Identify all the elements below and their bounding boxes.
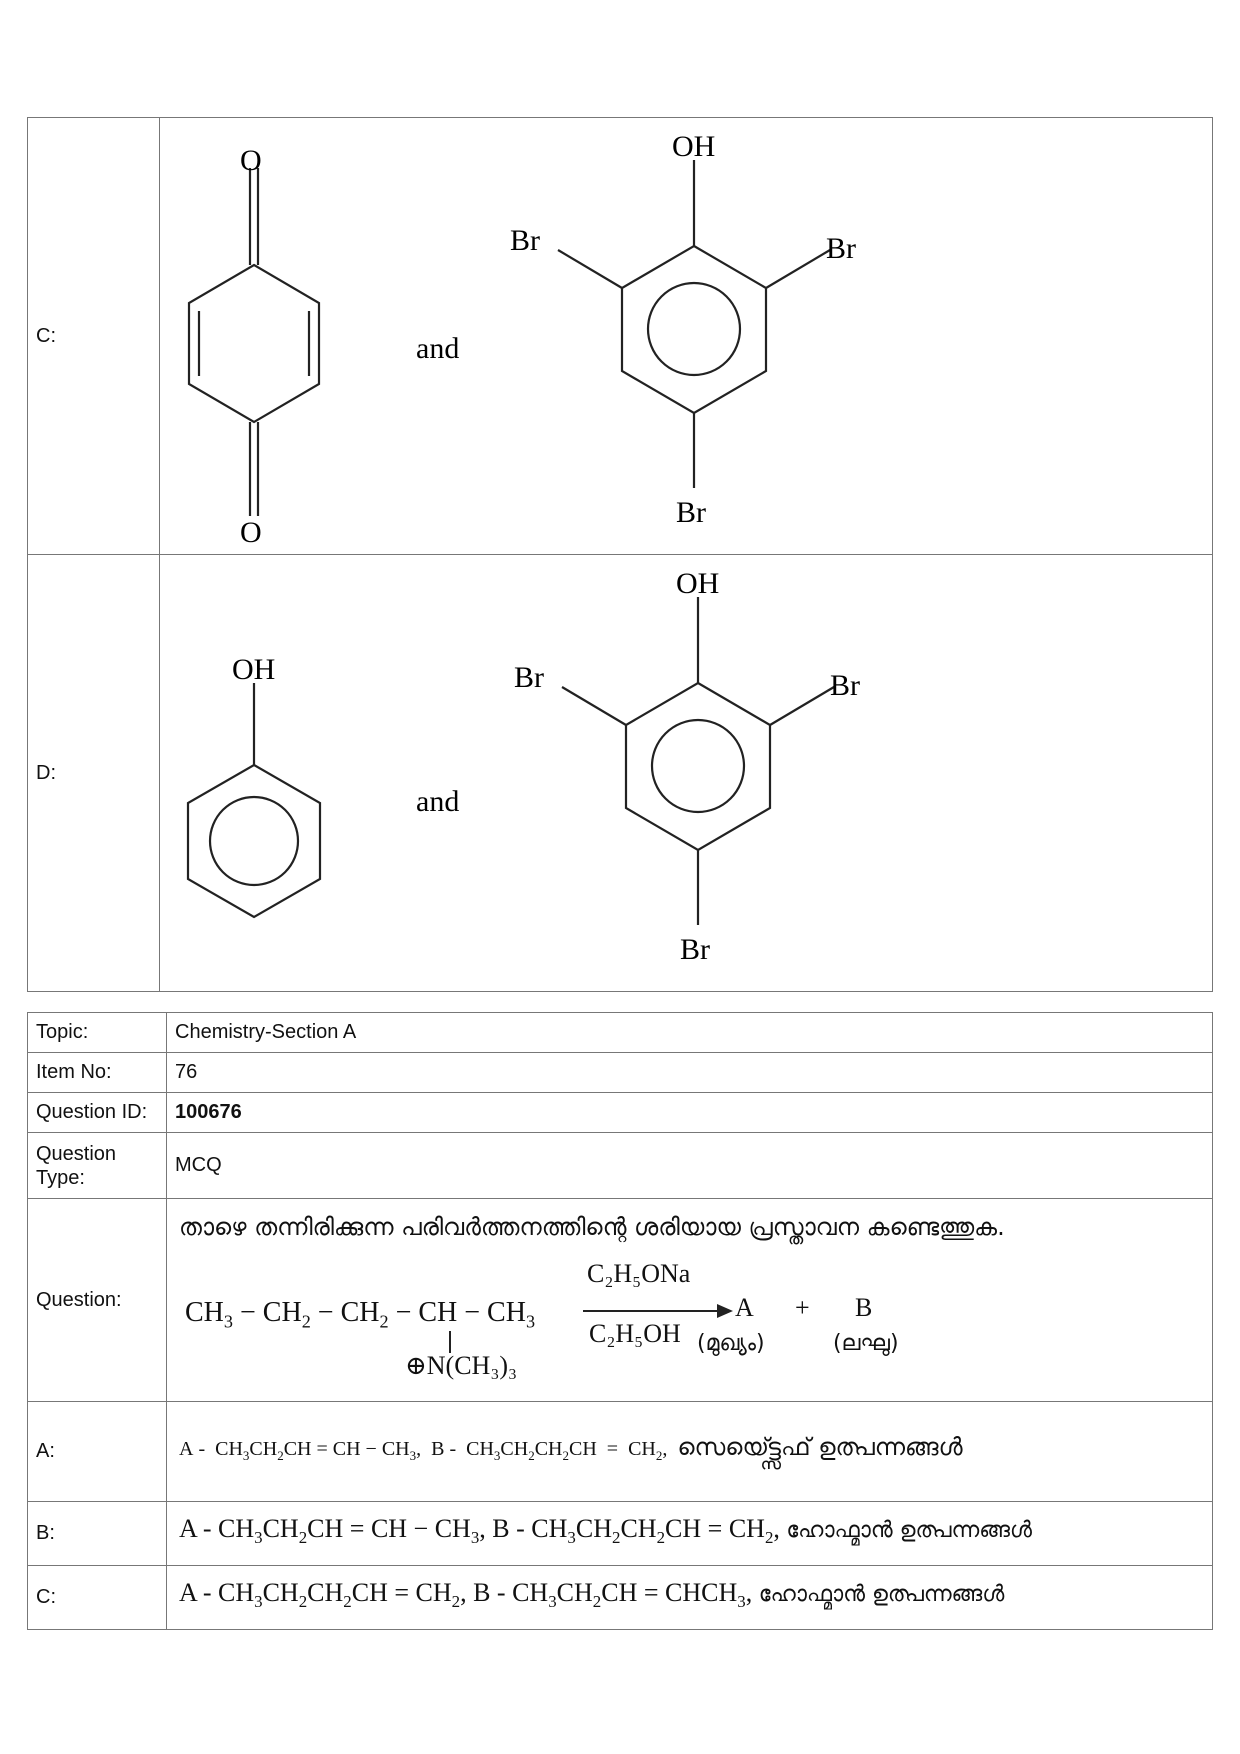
question-id-label: Question ID: — [28, 1093, 167, 1133]
question-id-value: 100676 — [167, 1093, 1213, 1133]
option-label: C: — [28, 118, 160, 555]
option-structures — [160, 118, 1213, 555]
table-row — [28, 555, 1213, 992]
substituent-bond — [449, 1331, 451, 1353]
and-connector: and — [416, 332, 460, 365]
tribromophenol-structure — [558, 160, 830, 488]
table-row — [28, 1053, 1213, 1093]
option-b-text: A - $CH_3CH_2CH$ = CH − $CH_3$, $B - CH_3CH_2CH_2CH = CH_2$, ഹോഫ്മാൻ ഉത്പന്നങ്ങൾ — [167, 1502, 1213, 1566]
table-row — [28, 1133, 1213, 1199]
question-body — [167, 1199, 1213, 1402]
option-b-label: B: — [28, 1502, 167, 1566]
plus-sign: + — [795, 1293, 810, 1322]
topic-value: Chemistry-Section A — [167, 1013, 1213, 1053]
option-c-label: C: — [28, 1566, 167, 1630]
reagent-bottom: C₂H₅OH — [589, 1319, 681, 1348]
structure-drawing — [160, 118, 1212, 554]
question-type-label: Question Type: — [28, 1133, 167, 1199]
structure-drawing — [160, 555, 1212, 991]
bromine-left-label: Br — [510, 224, 540, 257]
question-info-table — [27, 1012, 1213, 1630]
table-row — [28, 1402, 1213, 1502]
oxygen-top-label: O — [240, 144, 262, 177]
option-label: D: — [28, 555, 160, 992]
tribromophenol-structure — [562, 597, 834, 925]
option-a-malayalam: സെയ്ട്ട്സെഫ് ഉത്പന്നങ്ങൾ — [677, 1433, 963, 1461]
substituent-label: ⊕N(CH₃)₃ — [405, 1351, 518, 1380]
table-row — [28, 1199, 1213, 1402]
table-row — [28, 1093, 1213, 1133]
bromine-bottom-label: Br — [676, 496, 706, 529]
option-c-text: $A - CH_3CH_2CH_2CH = CH_2$, B - $CH_3CH_2CH$ = $CHCH_3$, ഹോഫ്മാൻ ഉത്പന്നങ്ങൾ — [167, 1566, 1213, 1630]
option-a-text: A - $CH_3CH_2CH$ = CH − $CH_3$, $B - CH_3CH_2CH_2CH = CH_2$, സെയ്ട്ട്സെഫ് ഉത്പന്നങ്ങൾ — [167, 1402, 1213, 1502]
bromine-right-label: Br — [830, 669, 860, 702]
table-row — [28, 1566, 1213, 1630]
question-text: താഴെ തന്നിരിക്കുന്ന പരിവർത്തനത്തിന്റെ ശരിയായ പ്രസ്താവന കണ്ടെത്തുക. — [179, 1213, 1005, 1241]
table-row — [28, 1502, 1213, 1566]
item-no-label: Item No: — [28, 1053, 167, 1093]
major-product-note: (മുഖ്യം) — [697, 1331, 765, 1356]
product-b-label: B — [855, 1293, 873, 1322]
oxygen-bottom-label: O — [240, 516, 262, 549]
reaction-scheme — [179, 1259, 1200, 1391]
bromine-left-label: Br — [514, 661, 544, 694]
reaction-arrow-icon — [583, 1303, 733, 1319]
and-connector: and — [416, 785, 460, 818]
bromine-bottom-label: Br — [680, 933, 710, 966]
table-row — [28, 1013, 1213, 1053]
hydroxyl-label: OH — [672, 130, 716, 163]
hydroxyl-label: OH — [676, 567, 720, 600]
phenol-structure — [188, 683, 320, 917]
bromine-right-label: Br — [826, 232, 856, 265]
reagent-top: C₂H₅ONa — [587, 1259, 691, 1288]
hydroxyl-label: OH — [232, 653, 276, 686]
question-type-value: MCQ — [167, 1133, 1213, 1199]
benzoquinone-structure — [189, 168, 319, 516]
question-label: Question: — [28, 1199, 167, 1402]
option-a-label: A: — [28, 1402, 167, 1502]
table-row — [28, 118, 1213, 555]
structures-table — [27, 117, 1213, 992]
option-structures — [160, 555, 1213, 992]
product-a-label: A — [735, 1293, 754, 1322]
option-b-malayalam: ഹോഫ്മാൻ ഉത്പന്നങ്ങൾ — [786, 1518, 1032, 1543]
reactant-formula: $CH_3 - CH_2 - CH_2$ − CH − $CH_3$ — [185, 1297, 536, 1332]
item-no-value: 76 — [167, 1053, 1213, 1093]
minor-product-note: (ലഘു) — [833, 1331, 899, 1356]
option-c-malayalam: ഹോഫ്മാൻ ഉത്പന്നങ്ങൾ — [758, 1582, 1005, 1608]
topic-label: Topic: — [28, 1013, 167, 1053]
